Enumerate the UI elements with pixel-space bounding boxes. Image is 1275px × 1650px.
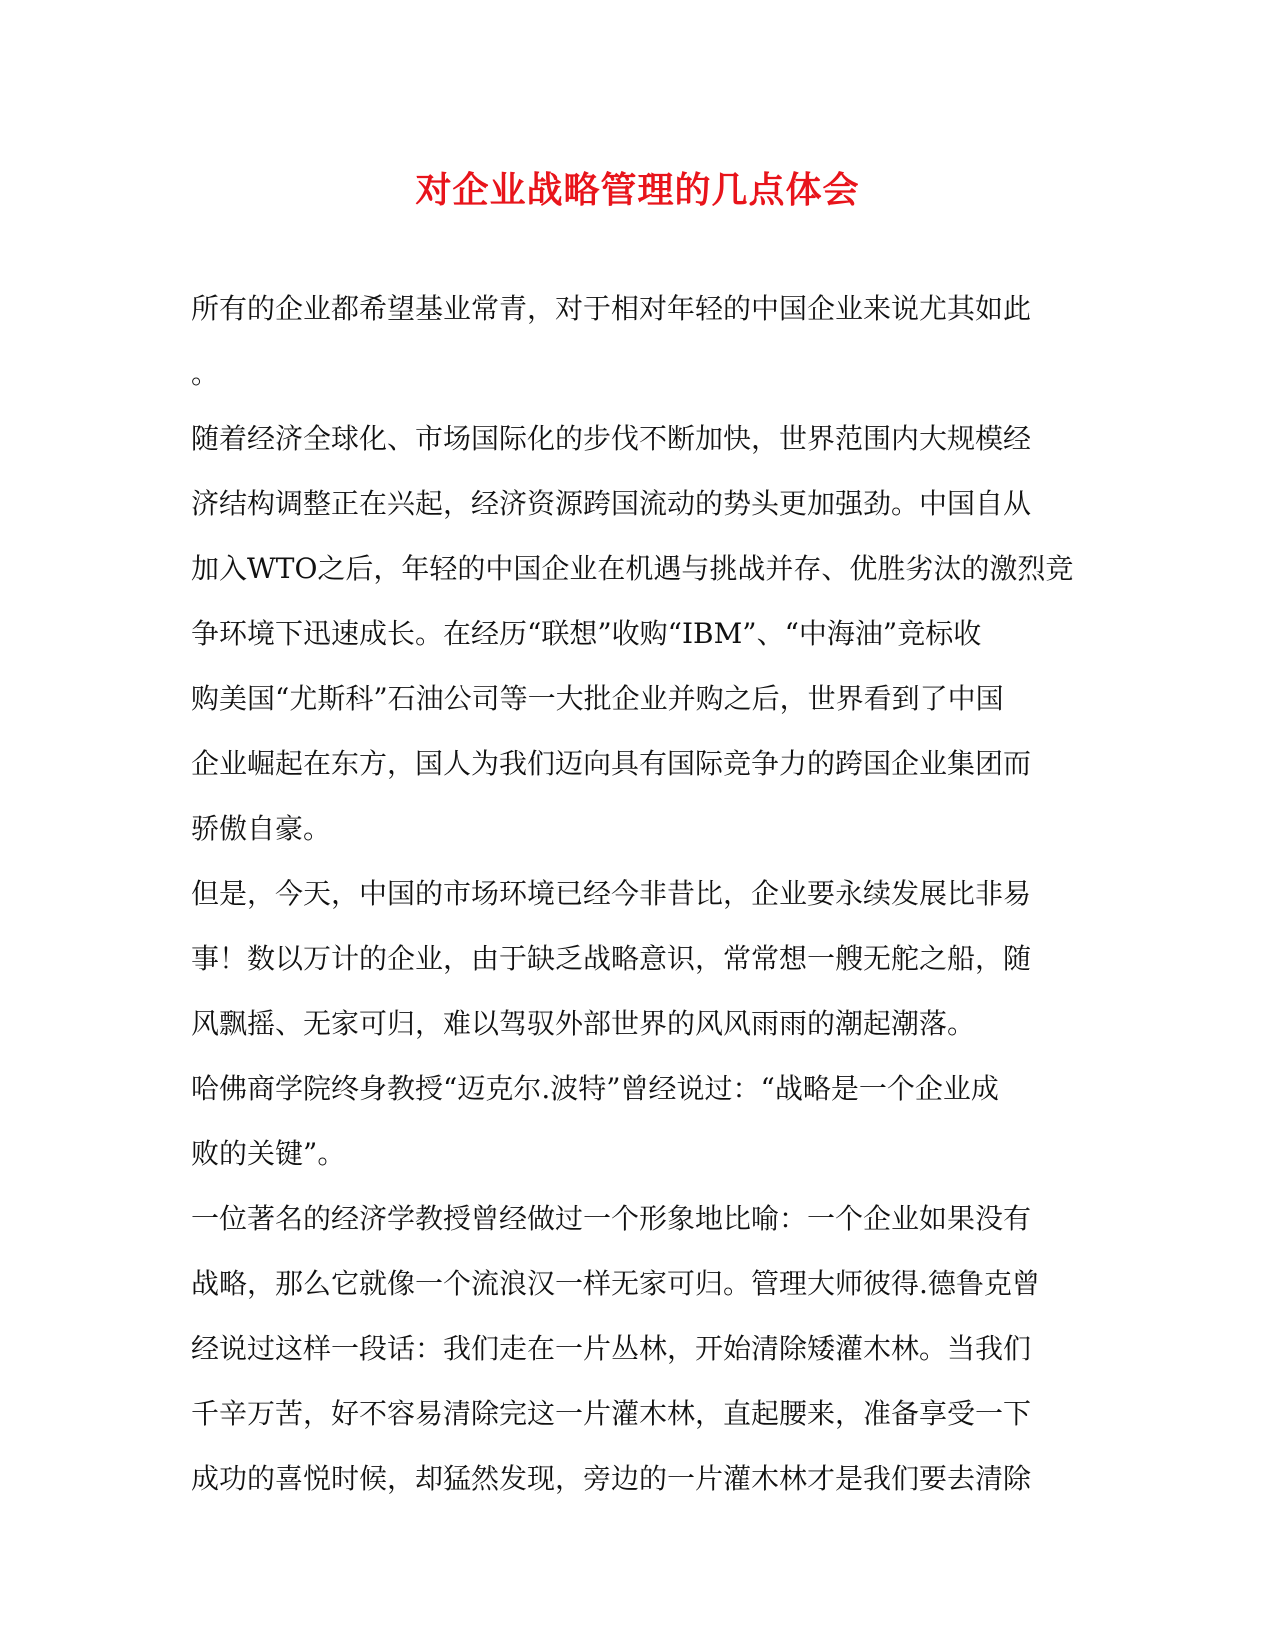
- text-line: 哈佛商学院终身教授“迈克尔.波特”曾经说过：“战略是一个企业成: [191, 1072, 999, 1105]
- text-line: 加入WTO之后，年轻的中国企业在机遇与挑战并存、优胜劣汰的激烈竞: [191, 552, 1074, 585]
- text-line: 所有的企业都希望基业常青，对于相对年轻的中国企业来说尤其如此: [191, 292, 1032, 325]
- text-line: 济结构调整正在兴起，经济资源跨国流动的势头更加强劲。中国自从: [191, 487, 1032, 520]
- text-line: 成功的喜悦时候，却猛然发现，旁边的一片灌木林才是我们要去清除: [191, 1462, 1032, 1495]
- text-line: 随着经济全球化、市场国际化的步伐不断加快，世界范围内大规模经: [191, 422, 1032, 455]
- text-line: 争环境下迅速成长。在经历“联想”收购“IBM”、“中海油”竞标收: [191, 617, 982, 650]
- text-line: 一位著名的经济学教授曾经做过一个形象地比喻：一个企业如果没有: [191, 1202, 1032, 1235]
- text-line: 企业崛起在东方，国人为我们迈向具有国际竞争力的跨国企业集团而: [191, 747, 1032, 780]
- text-line: 千辛万苦，好不容易清除完这一片灌木林，直起腰来，准备享受一下: [191, 1397, 1032, 1430]
- text-line: 战略，那么它就像一个流浪汉一样无家可归。管理大师彼得.德鲁克曾: [191, 1267, 1040, 1300]
- document-body: [191, 276, 1081, 1511]
- text-line: 购美国“尤斯科”石油公司等一大批企业并购之后，世界看到了中国: [191, 682, 1004, 715]
- text-line: 败的关键”。: [191, 1137, 346, 1170]
- text-line: 。: [191, 357, 220, 390]
- text-line: 风飘摇、无家可归，难以驾驭外部世界的风风雨雨的潮起潮落。: [191, 1007, 976, 1040]
- text-line: 事！数以万计的企业，由于缺乏战略意识，常常想一艘无舵之船，随: [191, 942, 1032, 975]
- text-line: 经说过这样一段话：我们走在一片丛林，开始清除矮灌木林。当我们: [191, 1332, 1032, 1365]
- text-line: 但是，今天，中国的市场环境已经今非昔比，企业要永续发展比非易: [191, 877, 1032, 910]
- text-line: 骄傲自豪。: [191, 812, 332, 845]
- document-title: 对企业战略管理的几点体会: [415, 169, 860, 211]
